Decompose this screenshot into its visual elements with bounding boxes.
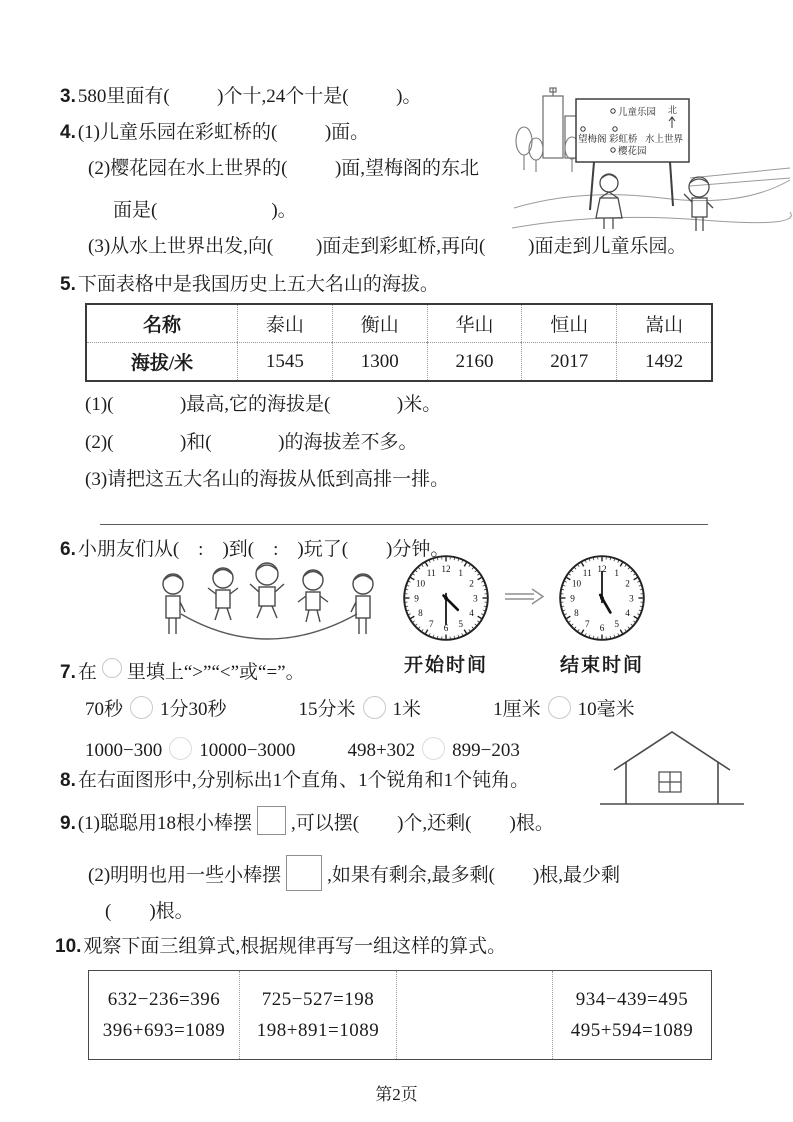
svg-text:10: 10 [571, 578, 582, 589]
clock-end-face [558, 554, 646, 648]
svg-text:5: 5 [458, 618, 464, 629]
question-9-part2-line2: ( )根。 [105, 901, 194, 922]
question-4-part2-line2: 面是( )。 [113, 200, 297, 221]
compare-left: 1厘米 [493, 699, 541, 720]
svg-text:1: 1 [614, 567, 620, 578]
table-header-cell: 衡山 [332, 305, 427, 342]
sign-label-top: 儿童乐园 [618, 108, 657, 118]
square-shape-icon [286, 855, 322, 891]
compare-item [347, 737, 519, 764]
sign-board [576, 99, 689, 210]
park-map-illustration [512, 86, 792, 242]
svg-text:9: 9 [570, 593, 575, 604]
ground-lines [512, 168, 791, 228]
question-9-part2-after: ,如果有剩余,最多剩( )根,最少剩 [327, 865, 621, 886]
equation-pattern-table [88, 970, 712, 1060]
compare-item [85, 696, 227, 723]
compare-left: 498+302 [347, 740, 416, 761]
arrow-right-icon [502, 586, 546, 614]
question-6-text: 小朋友们从( : )到( : )玩了( )分钟。 [77, 539, 450, 560]
clock-start [390, 554, 502, 677]
question-5-part1: (1)( )最高,它的海拔是( )米。 [85, 394, 442, 415]
question-9-number: 9. [60, 813, 76, 834]
table-cell: 1300 [332, 342, 427, 380]
equation-group-3 [552, 971, 711, 1059]
clocks-row [390, 554, 658, 677]
clock-start-face [402, 554, 490, 648]
svg-text:4: 4 [469, 608, 474, 619]
table-cell: 海拔/米 [87, 342, 237, 380]
building-figure [543, 88, 578, 158]
question-4-number: 4. [60, 122, 76, 143]
equation-group-2 [239, 971, 396, 1059]
question-7-text-after: 里填上“>”“<”或“=”。 [126, 662, 305, 683]
svg-text:4: 4 [625, 608, 630, 619]
table-header-cell: 华山 [427, 305, 522, 342]
child-figure-left [596, 174, 622, 229]
question-4-part1 [60, 120, 369, 146]
question-10 [55, 934, 506, 960]
question-7 [60, 658, 305, 686]
question-7-row2 [85, 737, 520, 764]
compare-circle-icon [548, 696, 571, 719]
compare-right: 1分30秒 [160, 699, 227, 720]
park-map-drawing [512, 86, 792, 236]
svg-text:9: 9 [414, 593, 419, 604]
square-shape-icon [257, 806, 286, 835]
question-7-text-before: 在 [77, 662, 97, 683]
svg-text:3: 3 [629, 593, 634, 604]
table-cell: 1545 [237, 342, 332, 380]
svg-text:12: 12 [597, 563, 607, 574]
question-8-text: 在右面图形中,分别标出1个直角、1个锐角和1个钝角。 [77, 770, 530, 791]
question-8 [60, 768, 620, 794]
svg-text:6: 6 [599, 622, 605, 633]
compare-left: 1000−300 [85, 740, 163, 761]
svg-text:12: 12 [441, 563, 451, 574]
svg-text:11: 11 [426, 567, 436, 578]
svg-text:3: 3 [473, 593, 478, 604]
svg-text:8: 8 [574, 608, 579, 619]
table-cell: 2017 [521, 342, 616, 380]
mountain-table [85, 303, 713, 382]
equation-group-blank [396, 971, 552, 1059]
question-9-part1 [60, 806, 740, 837]
equation-line: 396+693=1089 [102, 1019, 226, 1041]
question-4-part1-text: (1)儿童乐园在彩虹桥的( )面。 [77, 122, 370, 143]
table-header-cell: 恒山 [521, 305, 616, 342]
sign-label-center: 彩虹桥 [609, 135, 638, 145]
question-6-number: 6. [60, 539, 76, 560]
question-7-row1 [85, 696, 635, 723]
house-figure [596, 726, 748, 814]
svg-text:7: 7 [428, 618, 434, 629]
svg-text:8: 8 [418, 608, 423, 619]
question-7-number: 7. [60, 662, 76, 683]
compare-left: 15分米 [298, 699, 356, 720]
question-5-part2: (2)( )和( )的海拔差不多。 [85, 432, 418, 453]
table-header-cell: 泰山 [237, 305, 332, 342]
clock-start-label: 开始时间 [403, 655, 488, 676]
compare-item [493, 696, 635, 723]
sign-label-bottom: 樱花园 [618, 147, 647, 157]
svg-text:7: 7 [584, 618, 590, 629]
equation-line: 934−439=495 [575, 988, 689, 1010]
equation-line: 198+891=1089 [256, 1019, 380, 1041]
svg-text:1: 1 [458, 567, 464, 578]
question-9-part2-before: (2)明明也用一些小棒摆 [88, 865, 282, 886]
svg-text:2: 2 [469, 578, 474, 589]
compare-circle-icon [130, 696, 153, 719]
svg-text:6: 6 [443, 622, 449, 633]
clock-end-label: 结束时间 [559, 655, 644, 676]
clock-end [546, 554, 658, 677]
section-divider [100, 524, 708, 525]
svg-text:11: 11 [582, 567, 592, 578]
svg-text:2: 2 [625, 578, 630, 589]
svg-text:5: 5 [614, 618, 620, 629]
table-header-cell: 嵩山 [616, 305, 711, 342]
compare-left: 70秒 [85, 699, 124, 720]
compare-right: 10毫米 [577, 699, 635, 720]
question-5-text: 下面表格中是我国历史上五大名山的海拔。 [77, 274, 439, 295]
page-number: 第2页 [375, 1085, 418, 1104]
equation-line: 725−527=198 [261, 988, 375, 1010]
question-10-text: 观察下面三组算式,根据规律再写一组这样的算式。 [83, 936, 507, 957]
compare-right: 1米 [392, 699, 422, 720]
question-4-part2-line1: (2)樱花园在水上世界的( )面,望梅阁的东北 [88, 158, 480, 179]
compare-circle-icon [102, 658, 122, 678]
question-5-part3: (3)请把这五大名山的海拔从低到高排一排。 [85, 469, 450, 490]
question-9-part1-before: (1)聪聪用18根小棒摆 [77, 813, 253, 834]
question-9-part1-after: ,可以摆( )个,还剩( )根。 [291, 813, 554, 834]
compare-circle-icon [169, 737, 192, 760]
question-3-number: 3. [60, 86, 76, 107]
equation-line: 632−236=396 [107, 988, 221, 1010]
table-header-cell: 名称 [142, 315, 181, 336]
trees-figure [516, 127, 579, 172]
equation-line: 495+594=1089 [570, 1019, 694, 1041]
svg-text:10: 10 [415, 578, 426, 589]
question-9-part2 [88, 855, 748, 891]
question-5-number: 5. [60, 274, 76, 295]
question-3-text: 580里面有( )个十,24个十是( )。 [77, 86, 422, 107]
compare-right: 10000−3000 [199, 740, 296, 761]
table-cell: 1492 [616, 342, 711, 380]
table-cell: 2160 [427, 342, 522, 380]
compare-circle-icon [422, 737, 445, 760]
compass-north-label: 北 [668, 105, 678, 115]
sign-label-left: 望梅阁 [578, 135, 607, 145]
compare-circle-icon [363, 696, 386, 719]
compare-item [299, 696, 422, 723]
jump-rope-drawing [145, 556, 390, 658]
question-3 [60, 84, 421, 110]
sign-label-right: 水上世界 [645, 135, 684, 145]
question-8-number: 8. [60, 770, 76, 791]
jump-rope-kids-illustration [145, 556, 390, 664]
equation-group-1 [89, 971, 239, 1059]
compare-item [85, 737, 295, 764]
question-5 [60, 272, 439, 298]
question-10-number: 10. [55, 936, 82, 957]
compare-right: 899−203 [452, 740, 520, 761]
question-4-part3-text: (3)从水上世界出发,向( )面走到彩虹桥,再向( )面走到儿童乐园。 [88, 236, 687, 257]
